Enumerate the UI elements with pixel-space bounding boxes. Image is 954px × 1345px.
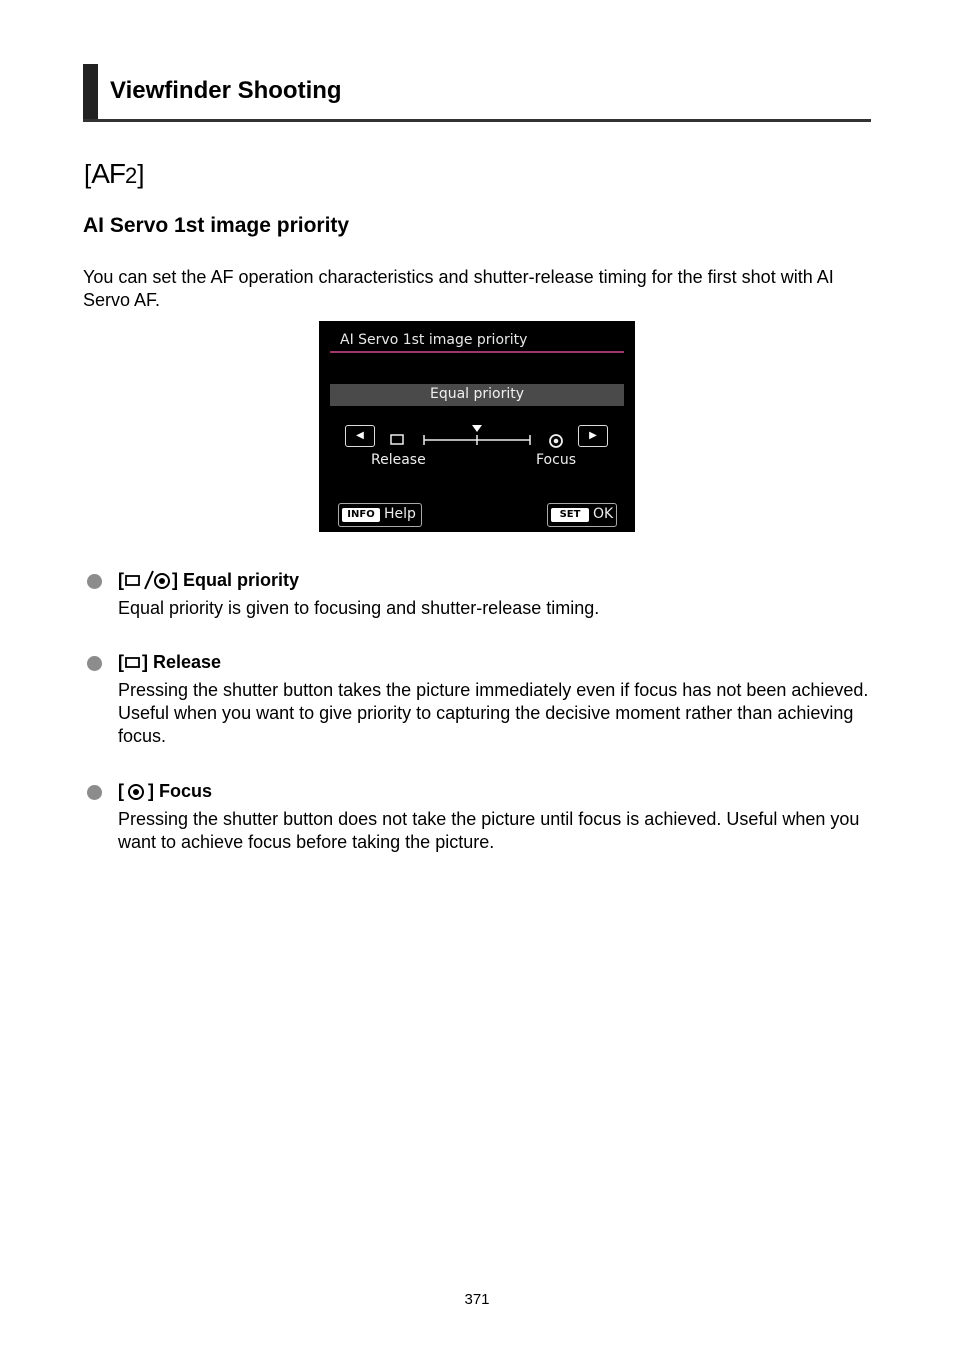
- priority-slider[interactable]: [387, 421, 567, 451]
- release-frame-icon: [124, 651, 142, 673]
- item-heading-label: ] Release: [142, 651, 222, 672]
- screen-title: AI Servo 1st image priority: [340, 332, 528, 348]
- release-frame-icon: [391, 435, 403, 444]
- focus-label: Focus: [536, 452, 576, 468]
- bullet-icon: [87, 574, 102, 589]
- camera-menu-screen: [319, 321, 635, 532]
- info-key: INFO: [342, 508, 380, 522]
- subheading: AI Servo 1st image priority: [83, 214, 350, 237]
- release-focus-icon: [124, 569, 172, 591]
- af-tab-label: [84, 158, 145, 190]
- item-description: Pressing the shutter button takes the picture immediately even if focus has not been achieved. Useful when you want to give priority to capturing the decisive moment rather than achieving focus.: [118, 680, 869, 746]
- intro-paragraph: You can set the AF operation characteristics and shutter-release timing for the first shot with AI Servo AF.: [83, 267, 834, 310]
- item-heading-open: [: [118, 780, 124, 801]
- release-label: Release: [371, 452, 426, 468]
- item-description: Equal priority is given to focusing and shutter-release timing.: [118, 598, 600, 618]
- focus-target-icon: [550, 435, 562, 447]
- item-heading-open: [: [118, 651, 124, 672]
- section-divider: [83, 119, 871, 122]
- section-header-bar: [83, 64, 98, 120]
- screen-title-underline: [330, 351, 624, 353]
- item-heading: [118, 569, 299, 591]
- screen-value-bar: [330, 384, 624, 406]
- focus-target-icon: [124, 780, 148, 802]
- help-label: Help: [384, 506, 416, 522]
- item-heading: [118, 780, 212, 802]
- section-header: [83, 64, 871, 122]
- item-heading: [118, 651, 221, 673]
- bullet-icon: [87, 656, 102, 671]
- set-key: SET: [551, 508, 589, 522]
- item-heading-label: ] Focus: [148, 780, 213, 801]
- item-description: Pressing the shutter button does not take the picture until focus is achieved. Useful when you want to achieve focus before taking the picture.: [118, 809, 860, 852]
- page-number: 371: [464, 1291, 490, 1308]
- set-ok-button[interactable]: [547, 503, 617, 527]
- right-arrow-button[interactable]: ▶: [578, 425, 608, 447]
- section-title: Viewfinder Shooting: [110, 77, 342, 104]
- ok-label: OK: [593, 506, 614, 522]
- af-tab-number: 2: [125, 163, 138, 188]
- screen-value: Equal priority: [429, 386, 525, 402]
- af-tab-close-bracket: ]: [137, 159, 145, 189]
- bullet-icon: [87, 785, 102, 800]
- left-arrow-button[interactable]: ◀: [345, 425, 375, 447]
- slider-pointer-icon: [472, 425, 482, 432]
- item-heading-open: [: [118, 569, 124, 590]
- af-tab-open-bracket: [: [84, 159, 92, 189]
- info-help-button[interactable]: [338, 503, 422, 527]
- af-tab-af: AF: [91, 158, 126, 189]
- item-heading-label: ] Equal priority: [172, 569, 300, 590]
